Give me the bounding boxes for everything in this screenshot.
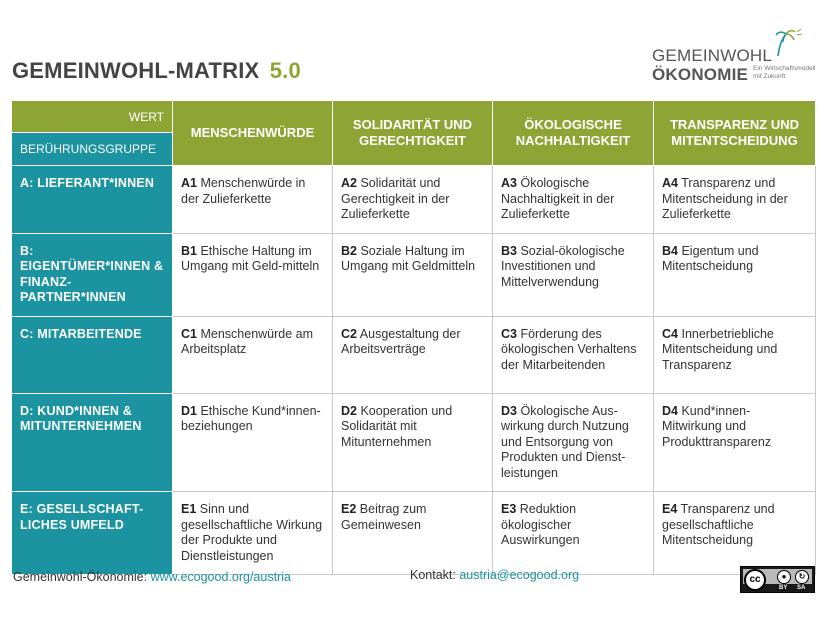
cell-text: Ethische Haltung im Umgang mit Geld-mitteln <box>181 243 320 273</box>
cell-text: Ökologische Aus-wirkung durch Nutzung und Entsorgung von Produkten und Dienst-leistungen <box>501 403 629 480</box>
logo-line1: GEMEINWOHL <box>652 46 773 65</box>
footer-contact-label: Kontakt: <box>410 568 456 582</box>
cell-code: D4 <box>662 403 678 418</box>
cell-text: Soziale Haltung im Umgang mit Geldmitteln <box>341 243 476 273</box>
cell-a2 <box>333 166 493 234</box>
cell-text: Kund*innen-Mitwirkung und Produkttransparenz <box>662 403 772 449</box>
cell-code: B2 <box>341 243 357 258</box>
cell-code: C2 <box>341 326 357 341</box>
group-b: B: EIGENTÜMER*INNEN & FINANZ-PARTNER*INNEN <box>12 233 173 316</box>
cc-license-badge[interactable] <box>740 566 815 593</box>
value-header-2: SOLIDARITÄT UND GERECHTIGKEIT <box>333 101 493 166</box>
by-label: BY <box>779 585 788 591</box>
cell-d1 <box>173 393 333 492</box>
cell-text: Ethische Kund*innen-beziehungen <box>181 403 321 433</box>
value-header-4: TRANSPARENZ UND MITENTSCHEIDUNG <box>654 101 816 166</box>
cc-icon: cc <box>744 569 766 591</box>
group-d: D: KUND*INNEN & MITUNTERNEHMEN <box>12 393 173 492</box>
cell-b3 <box>493 233 654 316</box>
footer-org <box>13 570 291 584</box>
cell-code: B1 <box>181 243 197 258</box>
cell-a1 <box>173 166 333 234</box>
cell-code: E1 <box>181 502 197 516</box>
cell-e1 <box>173 492 333 575</box>
cell-text: Menschenwürde am Arbeitsplatz <box>181 326 314 356</box>
cell-code: B3 <box>501 243 517 258</box>
email-link[interactable]: austria@ecogood.org <box>459 568 580 582</box>
cell-code: E2 <box>341 502 357 516</box>
cell-text: Ausgestaltung der Arbeitsverträge <box>341 326 461 356</box>
gwoe-logo <box>652 28 818 88</box>
title-version: 5.0 <box>269 58 301 83</box>
cell-code: C4 <box>662 326 678 341</box>
group-c: C: MITARBEITENDE <box>12 316 173 393</box>
cell-code: E3 <box>501 502 517 516</box>
footer-org-label: Gemeinwohl-Ökonomie: <box>13 570 148 584</box>
footer-contact <box>410 568 579 582</box>
logo-line2: ÖKONOMIE <box>652 65 749 84</box>
sa-label: SA <box>797 585 806 591</box>
cell-e4 <box>654 492 816 575</box>
value-header-3: ÖKOLOGISCHE NACHHALTIGKEIT <box>493 101 654 166</box>
cell-b1 <box>173 233 333 316</box>
cell-text: Reduktion ökologischer Auswirkungen <box>501 502 580 547</box>
table-row <box>12 233 816 316</box>
group-e: E: GESELLSCHAFT-LICHES UMFELD <box>12 492 173 575</box>
sa-share-icon: ↻ <box>795 570 809 584</box>
cell-code: D3 <box>501 403 517 418</box>
cell-text: Transparenz und Mitentscheidung in der Zulieferkette <box>662 176 788 221</box>
cell-text: Förderung des ökologischen Verhaltens der Mitarbeitenden <box>501 326 637 372</box>
cell-text: Solidarität und Gerechtigkeit in der Zulieferkette <box>341 176 450 221</box>
cell-e3 <box>493 492 654 575</box>
cell-b2 <box>333 233 493 316</box>
cell-text: Sinn und gesellschaftliche Wirkung der Produkte und Dienstleistungen <box>181 502 323 563</box>
cell-text: Sozial-ökologische Investitionen und Mittelverwendung <box>501 243 625 289</box>
page-title <box>12 58 301 84</box>
website-link[interactable]: www.ecogood.org/austria <box>150 570 291 584</box>
cell-d2 <box>333 393 493 492</box>
gemeinwohl-matrix-table <box>11 100 816 575</box>
cell-text: Kooperation und Solidarität mit Mitunternehmen <box>341 403 453 449</box>
cell-c2 <box>333 316 493 393</box>
value-header-1: MENSCHENWÜRDE <box>173 101 333 166</box>
table-row <box>12 393 816 492</box>
cell-code: A2 <box>341 176 357 190</box>
cell-code: C3 <box>501 326 517 341</box>
cell-text: Ökologische Nachhaltigkeit in der Zulieferkette <box>501 176 615 221</box>
header-corner <box>12 101 173 166</box>
cell-c3 <box>493 316 654 393</box>
cell-d4 <box>654 393 816 492</box>
title-main: GEMEINWOHL-MATRIX <box>12 58 260 83</box>
cell-text: Eigentum und Mitentscheidung <box>662 243 759 273</box>
cell-a3 <box>493 166 654 234</box>
cell-b4 <box>654 233 816 316</box>
logo-tagline: Ein Wirtschaftsmodell mit Zukunft <box>753 65 816 80</box>
cell-text: Innerbetriebliche Mitentscheidung und Transparenz <box>662 326 778 372</box>
group-a: A: LIEFERANT*INNEN <box>12 166 173 234</box>
table-row <box>12 492 816 575</box>
table-row <box>12 166 816 234</box>
cell-c1 <box>173 316 333 393</box>
cell-code: D1 <box>181 403 197 418</box>
cell-code: D2 <box>341 403 357 418</box>
cell-code: A1 <box>181 176 197 190</box>
cell-code: C1 <box>181 326 197 341</box>
cell-text: Transparenz und gesellschaftliche Mitentscheidung <box>662 502 775 547</box>
cell-text: Menschenwürde in der Zulieferkette <box>181 176 306 206</box>
cell-code: A3 <box>501 176 517 190</box>
cell-text: Beitrag zum Gemeinwesen <box>341 502 427 532</box>
cell-code: E4 <box>662 502 678 516</box>
cell-code: A4 <box>662 176 678 190</box>
cell-code: B4 <box>662 243 678 258</box>
header-row <box>12 101 816 166</box>
gruppe-label: BERÜHRUNGSGRUPPE <box>12 133 172 165</box>
cell-d3 <box>493 393 654 492</box>
wert-label: WERT <box>12 101 172 133</box>
cell-c4 <box>654 316 816 393</box>
table-row <box>12 316 816 393</box>
cell-a4 <box>654 166 816 234</box>
cell-e2 <box>333 492 493 575</box>
by-person-icon: ● <box>777 570 791 584</box>
